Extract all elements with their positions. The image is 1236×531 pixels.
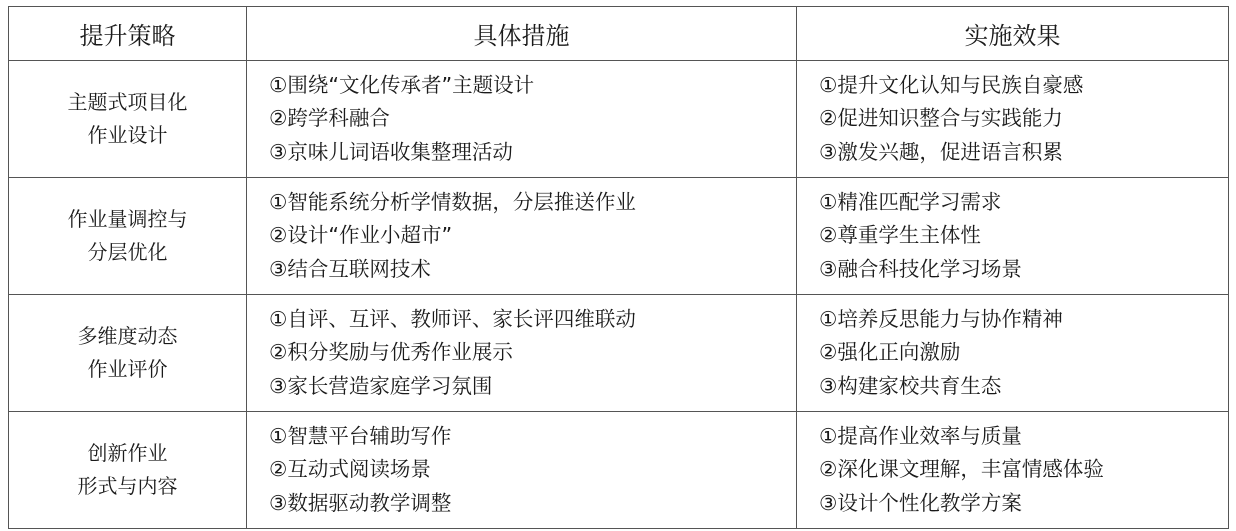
effects-cell bbox=[797, 178, 1229, 295]
cell-line: ①自评、互评、教师评、家长评四维联动 bbox=[269, 306, 636, 331]
cell-line: 分层优化 bbox=[87, 240, 168, 264]
cell-line: ①提升文化认知与民族自豪感 bbox=[819, 72, 1084, 97]
effects-cell bbox=[797, 295, 1229, 412]
cell-line: ②跨学科融合 bbox=[269, 106, 390, 131]
cell-line: 作业评价 bbox=[87, 357, 168, 381]
cell-line: ③融合科技化学习场景 bbox=[819, 256, 1022, 281]
cell-line: ②深化课文理解，丰富情感体验 bbox=[819, 457, 1104, 482]
cell-line: ①培养反思能力与协作精神 bbox=[819, 306, 1063, 331]
measures-cell bbox=[247, 178, 797, 295]
cell-line: ②设计“作业小超市” bbox=[269, 223, 453, 248]
table-row bbox=[9, 61, 1229, 178]
cell-line: 作业设计 bbox=[87, 123, 168, 147]
cell-line: ②尊重学生主体性 bbox=[819, 223, 981, 248]
cell-line: ②强化正向激励 bbox=[819, 340, 961, 365]
effects-cell bbox=[797, 412, 1229, 529]
measures-cell bbox=[247, 61, 797, 178]
cell-line: ③家长营造家庭学习氛围 bbox=[269, 373, 493, 398]
measures-cell bbox=[247, 295, 797, 412]
cell-line: ①智慧平台辅助写作 bbox=[269, 423, 452, 448]
cell-line: ③构建家校共育生态 bbox=[819, 373, 1002, 398]
table-header-row bbox=[9, 7, 1229, 61]
table-row bbox=[9, 178, 1229, 295]
cell-line: ③京味儿词语收集整理活动 bbox=[269, 139, 513, 164]
strategy-cell bbox=[9, 412, 247, 529]
cell-line: ②积分奖励与优秀作业展示 bbox=[269, 340, 513, 365]
cell-line: ③数据驱动教学调整 bbox=[269, 490, 452, 515]
strategy-table bbox=[8, 6, 1229, 529]
cell-line: 作业量调控与 bbox=[67, 207, 188, 231]
cell-line: ③设计个性化教学方案 bbox=[819, 490, 1022, 515]
header-measures: 具体措施 bbox=[247, 7, 797, 61]
measures-cell bbox=[247, 412, 797, 529]
strategy-cell bbox=[9, 295, 247, 412]
effects-cell bbox=[797, 61, 1229, 178]
cell-line: ①智能系统分析学情数据，分层推送作业 bbox=[269, 189, 636, 214]
header-effects: 实施效果 bbox=[797, 7, 1229, 61]
cell-line: ②互动式阅读场景 bbox=[269, 457, 431, 482]
strategy-cell bbox=[9, 178, 247, 295]
cell-line: ①围绕“文化传承者”主题设计 bbox=[269, 72, 535, 97]
cell-line: ①提高作业效率与质量 bbox=[819, 423, 1022, 448]
cell-line: ①精准匹配学习需求 bbox=[819, 189, 1002, 214]
cell-line: 主题式项目化 bbox=[67, 90, 188, 114]
table-row bbox=[9, 295, 1229, 412]
cell-line: 形式与内容 bbox=[77, 474, 178, 498]
cell-line: 多维度动态 bbox=[77, 324, 178, 348]
table-row bbox=[9, 412, 1229, 529]
cell-line: ③结合互联网技术 bbox=[269, 256, 431, 281]
cell-line: ③激发兴趣，促进语言积累 bbox=[819, 139, 1063, 164]
strategy-cell bbox=[9, 61, 247, 178]
header-strategy: 提升策略 bbox=[9, 7, 247, 61]
cell-line: ②促进知识整合与实践能力 bbox=[819, 106, 1063, 131]
cell-line: 创新作业 bbox=[87, 441, 168, 465]
